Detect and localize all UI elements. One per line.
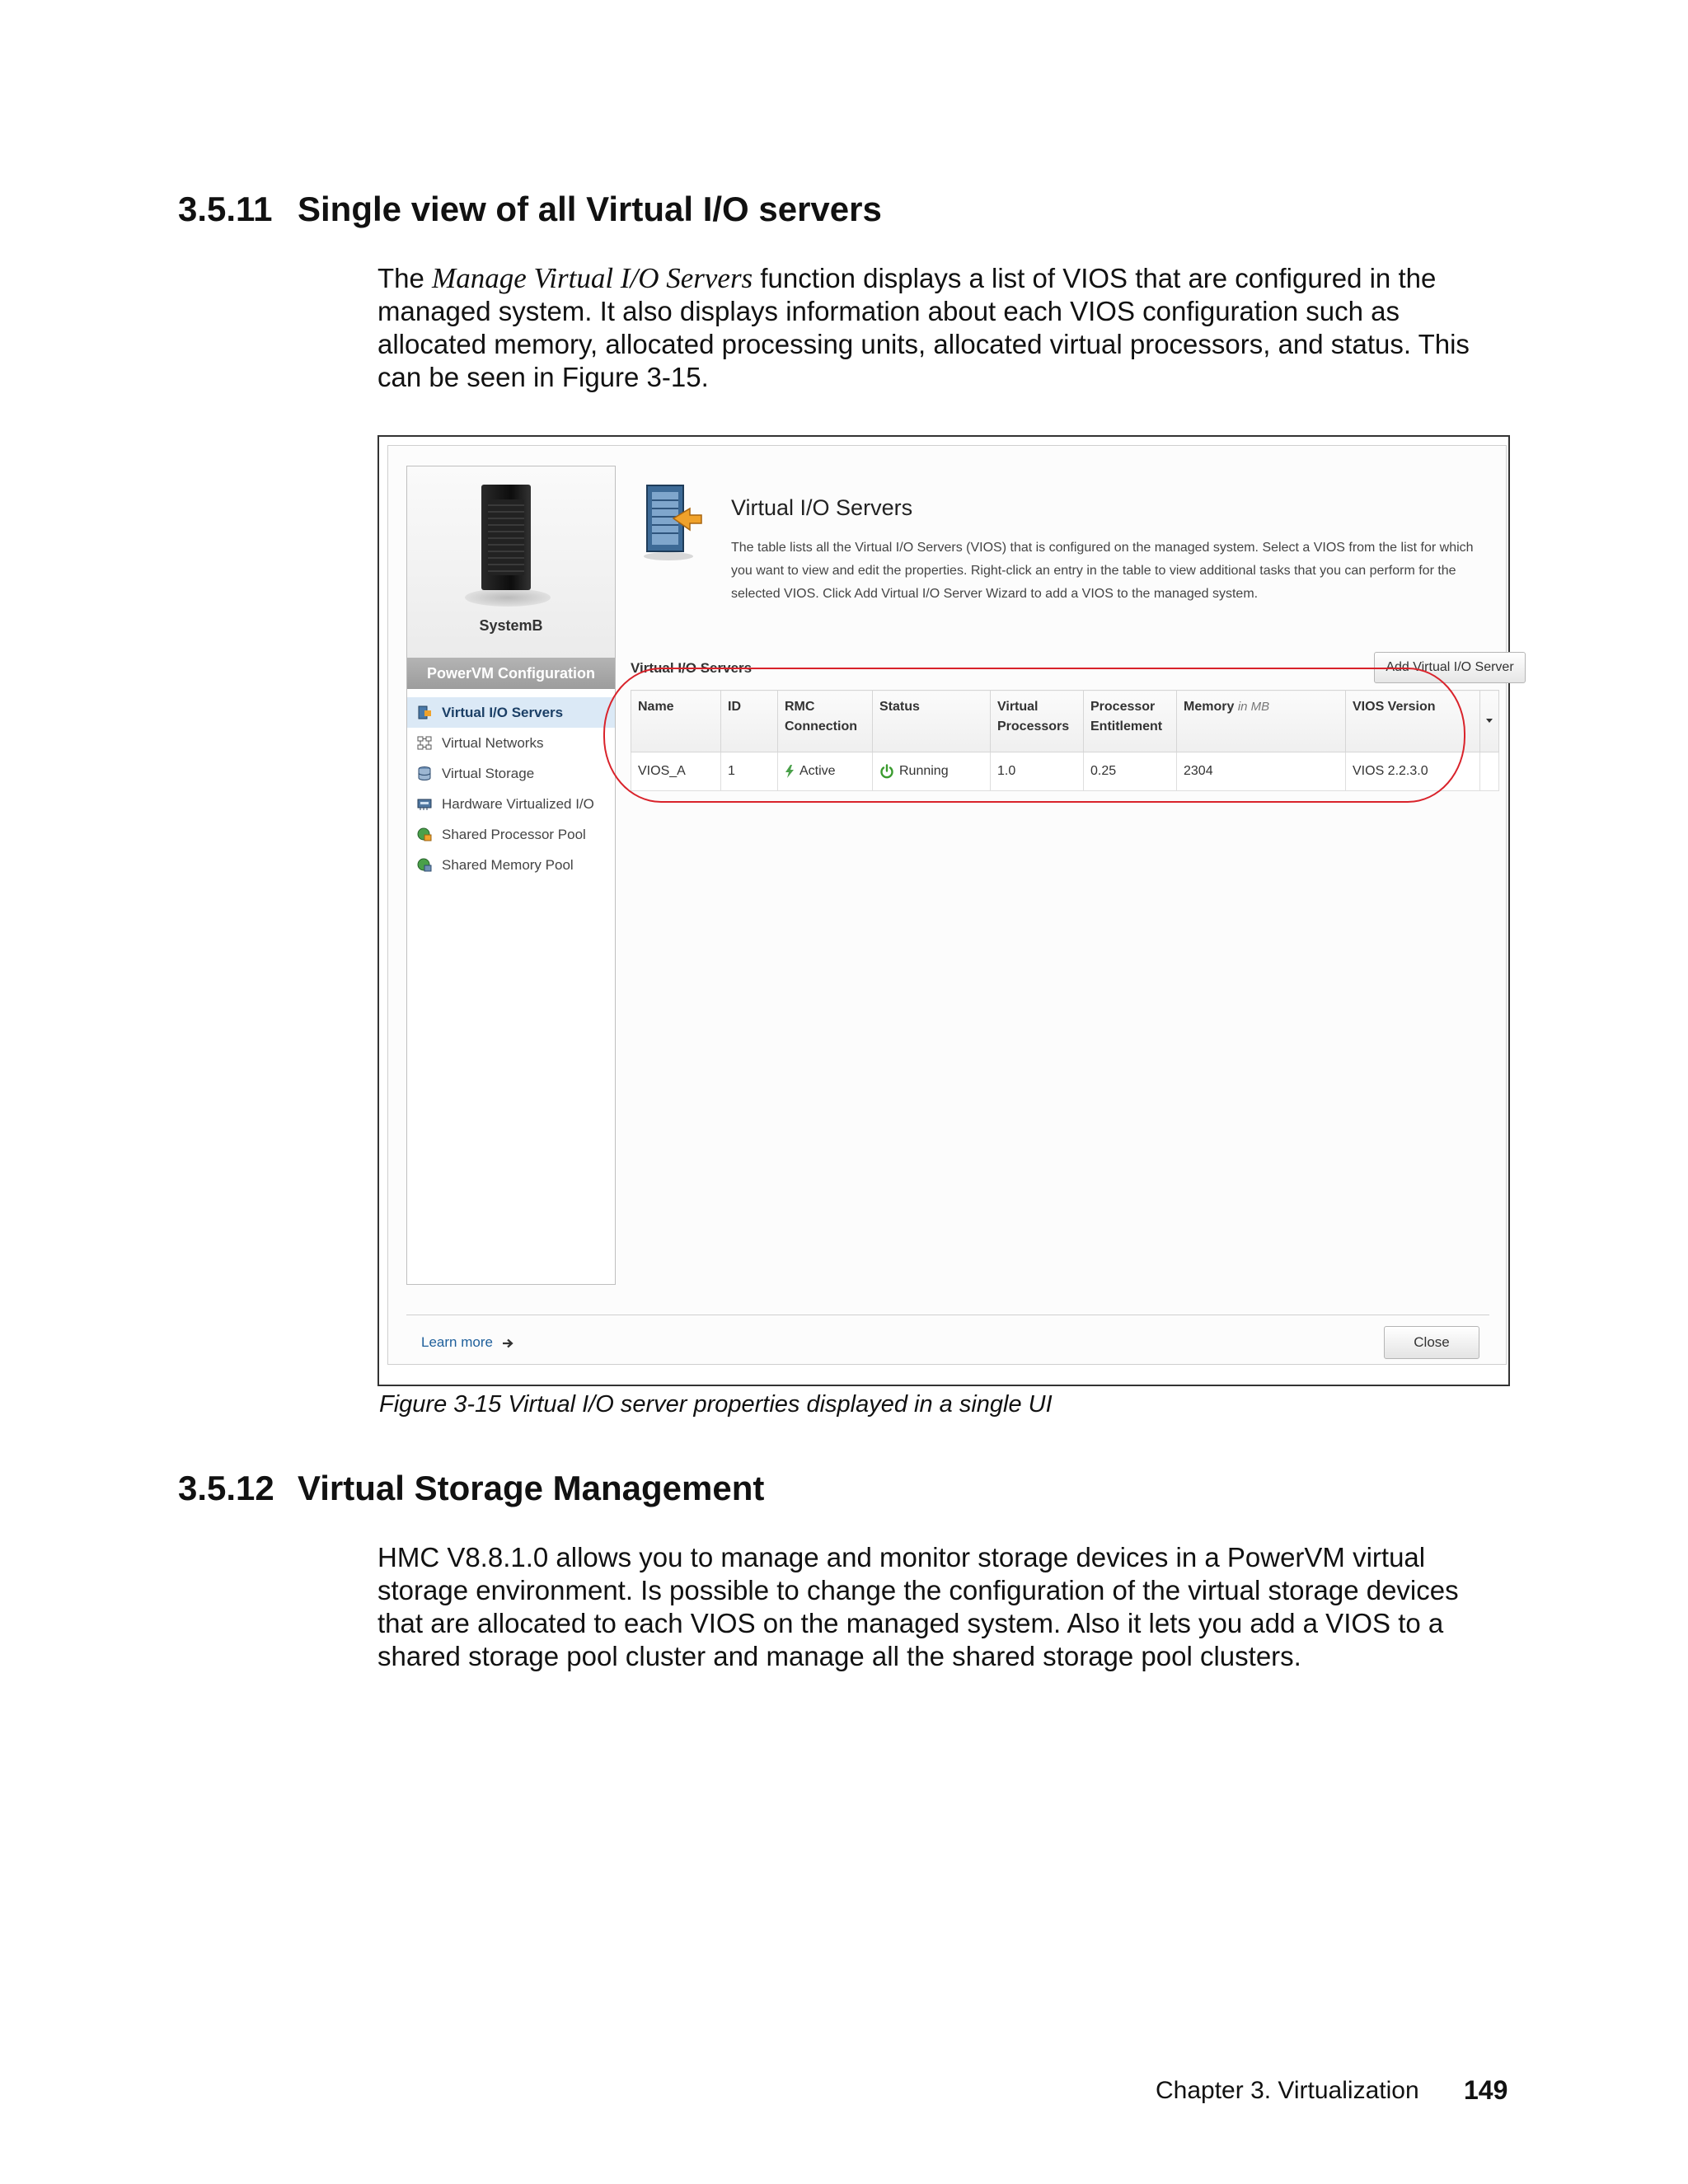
- column-header-virtual-processors[interactable]: Virtual Processors: [991, 691, 1084, 752]
- hardware-io-icon: [417, 797, 432, 811]
- system-name: SystemB: [479, 617, 543, 634]
- server-shadow: [465, 588, 551, 607]
- sidebar-item-shared-memory-pool[interactable]: [407, 850, 615, 880]
- sidebar-header: PowerVM Configuration: [407, 658, 615, 689]
- vios-header-icon: [640, 480, 703, 563]
- sidebar-item-virtual-storage[interactable]: [407, 758, 615, 789]
- add-virtual-io-server-button[interactable]: Add Virtual I/O Server: [1374, 652, 1526, 683]
- page-description: The table lists all the Virtual I/O Servers (VIOS) that is configured on the managed system. Select a VIOS from the list for which you want to view and edit the properties. Right-click an entry in the table to view additional tasks that you can perform for the selected VIOS. Click Add Virtual I/O Server Wizard to add a VIOS to the managed system.: [731, 541, 1474, 601]
- sidebar-item-label: Shared Memory Pool: [442, 857, 574, 873]
- learn-more-link[interactable]: Learn more: [421, 1334, 515, 1351]
- cell-virtual-processors: 1.0: [991, 752, 1084, 791]
- cell-spacer: [1480, 752, 1499, 791]
- column-header-processor-entitlement[interactable]: Processor Entitlement: [1084, 691, 1177, 752]
- figure-screenshot: [377, 435, 1514, 1386]
- system-hero: [407, 466, 615, 658]
- cell-status: Running: [873, 752, 991, 791]
- cell-rmc: Active: [778, 752, 873, 791]
- para-rest: function displays a list of VIOS that are configured in the managed system. It also displays information about each VIOS configuration such as allocated memory, allocated processing units, allocated virtual processors, and status. This can be seen in Figure 3-15.: [377, 263, 1470, 392]
- figure-caption: Figure 3-15 Virtual I/O server properties displayed in a single UI: [379, 1391, 1053, 1418]
- sidebar-item-label: Virtual I/O Servers: [442, 705, 564, 720]
- cell-processor-entitlement: 0.25: [1084, 752, 1177, 791]
- sidebar: [406, 466, 616, 1285]
- page-number: 149: [1464, 2075, 1508, 2105]
- column-header-rmc[interactable]: RMC Connection: [778, 691, 873, 752]
- sidebar-item-hardware-virtualized-io[interactable]: [407, 789, 615, 819]
- network-icon: [417, 736, 432, 750]
- storage-icon: [417, 766, 432, 780]
- section-number: 3.5.12: [178, 1469, 274, 1507]
- section-number: 3.5.11: [178, 190, 273, 228]
- processor-pool-icon: [417, 827, 432, 841]
- vios-icon: [417, 705, 432, 719]
- column-menu-button[interactable]: [1480, 691, 1499, 752]
- cell-memory: 2304: [1177, 752, 1346, 791]
- column-header-name[interactable]: Name: [631, 691, 721, 752]
- table-section-label: Virtual I/O Servers: [631, 660, 753, 676]
- sidebar-item-label: Shared Processor Pool: [442, 827, 586, 842]
- close-button[interactable]: Close: [1384, 1326, 1479, 1359]
- sidebar-item-label: Hardware Virtualized I/O: [442, 796, 594, 812]
- column-header-status[interactable]: Status: [873, 691, 991, 752]
- sidebar-item-virtual-io-servers[interactable]: [407, 697, 615, 728]
- chevron-down-icon: [1485, 718, 1493, 724]
- section-heading-3-5-12: [178, 1469, 764, 1508]
- para-emphasis: Manage Virtual I/O Servers: [432, 262, 753, 294]
- sidebar-item-shared-processor-pool[interactable]: [407, 819, 615, 850]
- arrow-right-icon: [502, 1338, 515, 1348]
- section-heading-3-5-11: [178, 190, 882, 229]
- highlight-annotation-oval: [603, 668, 1465, 803]
- sidebar-nav: [407, 697, 615, 880]
- sidebar-item-label: Virtual Storage: [442, 766, 535, 781]
- page-title: Virtual I/O Servers: [731, 495, 913, 520]
- chapter-footer: Chapter 3. Virtualization: [1156, 2077, 1419, 2104]
- memory-pool-icon: [417, 858, 432, 872]
- column-header-memory[interactable]: Memory in MB: [1177, 691, 1346, 752]
- dialog-window: [387, 445, 1514, 1365]
- cell-vios-version: VIOS 2.2.3.0: [1346, 752, 1480, 791]
- sidebar-item-virtual-networks[interactable]: [407, 728, 615, 758]
- section-paragraph: [377, 262, 1515, 394]
- sidebar-item-label: Virtual Networks: [442, 735, 544, 751]
- cell-name: VIOS_A: [631, 752, 721, 791]
- column-header-vios-version[interactable]: VIOS Version: [1346, 691, 1480, 752]
- section-paragraph: HMC V8.8.1.0 allows you to manage and monitor storage devices in a PowerVM virtual storage environment. Is possible to change the configuration of the virtual storage devices that are allocated to each VIOS on the managed system. Also it lets you add a VIOS to a shared storage pool cluster and manage all the shared storage pool clusters.: [377, 1542, 1459, 1671]
- section-title: Virtual Storage Management: [298, 1469, 765, 1507]
- server-rack-icon: [481, 485, 531, 590]
- section-title: Single view of all Virtual I/O servers: [298, 190, 882, 228]
- para-lead: The: [377, 263, 433, 293]
- cell-id: 1: [721, 752, 778, 791]
- column-header-id[interactable]: ID: [721, 691, 778, 752]
